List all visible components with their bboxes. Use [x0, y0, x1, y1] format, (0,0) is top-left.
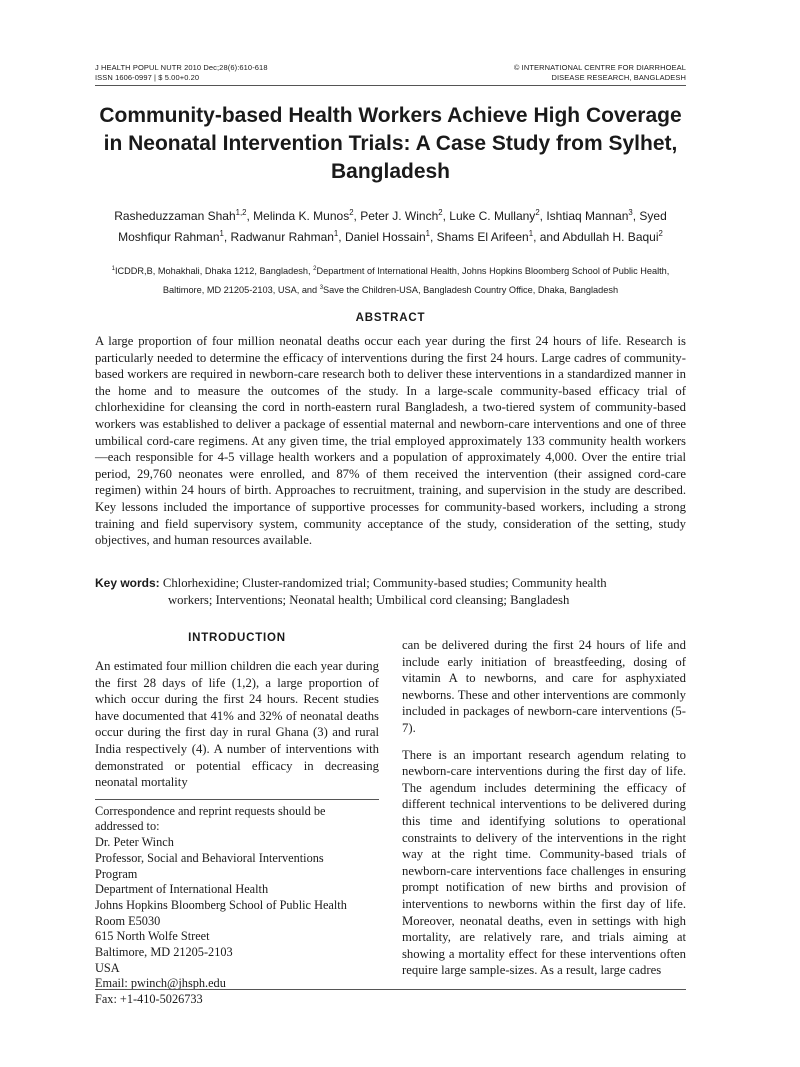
correspondence-name: Dr. Peter Winch	[95, 835, 174, 850]
correspondence-line: Baltimore, MD 21205-2103	[95, 945, 233, 960]
publisher-notice	[514, 63, 686, 83]
keywords-line: workers; Interventions; Neonatal health; Umbilical cord cleansing; Bangladesh	[168, 593, 570, 607]
affiliations	[95, 262, 686, 300]
author-affiliation-mark: 2	[658, 229, 663, 238]
introduction-heading: INTRODUCTION	[188, 632, 286, 644]
author-name: Daniel Hossain	[344, 230, 426, 244]
author-name: Radwanur Rahman	[230, 230, 334, 244]
affiliation-number: 1	[111, 265, 115, 272]
journal-citation-line: J HEALTH POPUL NUTR 2010 Dec;28(6):610-618	[95, 63, 268, 72]
author-name: Abdullah H. Baqui	[562, 230, 659, 244]
author-name: Melinda K. Munos	[253, 209, 350, 223]
abstract-heading: ABSTRACT	[355, 312, 426, 324]
journal-citation	[95, 63, 268, 83]
correspondence-line: Correspondence and reprint requests should be	[95, 803, 326, 818]
correspondence-block	[95, 804, 379, 1008]
author-name: Luke C. Mullany	[449, 209, 536, 223]
introduction-paragraph: There is an important research agendum relating to newborn-care interventions during the first day of life. The agendum includes determining the efficacy of different technical interventions to be delivered during this time and identifying solutions to operational constraints to delivery of the interventions in the right way at the right time. Community-based trials of newborn-care interventions face challenges in ensuring prompt notification of new births and provision of interventions to newborns within the first day of life. Moreover, neonatal deaths, even in settings with high mortality, are relatively rare, and trials aiming at showing a mortality effect for these interventions often require large sample-sizes. As a result, large cadres	[402, 747, 686, 978]
keywords-label: Key words:	[95, 576, 160, 590]
author-affiliation-mark: 1	[528, 229, 534, 238]
author-name: Shams El Arifeen	[436, 230, 529, 244]
footer-divider	[95, 989, 686, 990]
author-list: Rasheduzzaman Shah$^{1,2}$, Melinda K. Munos$^2$, Peter J. Winch$^2$, Luke C. Mullany$^2$, Ishtiaq Mannan$^3$, Syed Moshfiqur Rahman$^1$, Radwanur Rahman$^1$, Daniel Hossain$^1$, Shams El Arifeen$^1$, and Abdullah H. Baqui$^2$	[114, 208, 667, 244]
correspondence-line: Johns Hopkins Bloomberg School of Public Health	[95, 897, 347, 912]
header-divider	[95, 85, 686, 86]
introduction-paragraph: can be delivered during the first 24 hours of life and include early initiation of breastfeeding, dosing of vitamin A to newborns, and care for asphyxiated newborns. These and other interventions are commonly included in packages of newborn-care interventions (5-7).	[402, 638, 686, 735]
abstract-text: A large proportion of four million neonatal deaths occur each year during the first 24 hours of life. Research is particularly needed to determine the efficacy of interventions during the first 24 hours. Large cadres of community-based workers are required in newborn-care research both to deliver these interventions in a standardized manner in the home and to measure the outcomes of the study. In a large-scale community-based efficacy trial of chlorhexidine for cleansing the cord in north-eastern rural Bangladesh, a two-tiered system of community-based workers was established to deliver a package of essential maternal and newborn-care interventions and one of three umbilical cord-care regimens. At any given time, the trial employed approximately 133 community health workers—each responsible for 4-5 village health workers and a population of approximately 4,000. Over the entire trial period, 29,760 neonates were enrolled, and 87% of them received the intervention (their assigned cord-care regimen) within 24 hours of birth. Approaches to recruitment, training, and supervision in the study are described. Key lessons included the importance of supportive processes for community-based workers, including a strong training and field supervisory system, community acceptance of the study, consideration of the setting, study objectives, and human resources available.	[95, 334, 686, 548]
correspondence-line: Professor, Social and Behavioral Interventions	[95, 850, 324, 865]
author-affiliation-mark: 1	[219, 229, 224, 238]
affiliation-text: ICDDR,B, Mohakhali, Dhaka 1212, Bangladesh,	[114, 266, 314, 276]
correspondence-fax: Fax: +1-410-5026733	[95, 992, 203, 1007]
correspondence-email: Email: pwinch@jhsph.edu	[95, 976, 226, 991]
correspondence-line: Department of International Health	[95, 882, 269, 897]
keywords-line: Chlorhexidine; Cluster-randomized trial; Community-based studies; Community health	[162, 576, 607, 590]
author-affiliation-mark: 1,2	[235, 208, 247, 217]
right-column	[402, 637, 686, 979]
publisher-line: DISEASE RESEARCH, BANGLADESH	[551, 73, 686, 82]
author-name: Peter J. Winch	[360, 209, 439, 223]
author-name: Syed Moshfiqur Rahman	[118, 209, 667, 244]
correspondence-line: USA	[95, 960, 120, 975]
affiliation-text: Department of International Health, Johns Hopkins Bloomberg School of Public Health, Baltimore, MD 21205-2103, USA, and	[162, 266, 670, 295]
author-affiliation-mark: 2	[349, 208, 354, 217]
introduction-paragraph: An estimated four million children die each year during the first 28 days of life (1,2), a large proportion of which occur during the first 24 hours. Recent studies have documented that 41% and 32% of neonatal deaths occur during the first day in rural Ghana (3) and rural India respectively (4). A number of interventions with demonstrated or potential efficacy in decreasing neonatal mortality	[95, 659, 379, 790]
author-affiliation-mark: 1	[333, 229, 339, 238]
affiliation-text: Save the Children-USA, Bangladesh Country Office, Dhaka, Bangladesh	[323, 285, 619, 295]
author-affiliation-mark: 2	[438, 208, 443, 217]
author-name: Rasheduzzaman Shah	[114, 209, 236, 223]
correspondence-divider	[95, 799, 379, 800]
keywords	[95, 575, 686, 609]
correspondence-line: Program	[95, 866, 138, 881]
affiliation-number: 3	[319, 284, 324, 291]
affiliation-number: 2	[313, 265, 317, 272]
author-name: Ishtiaq Mannan	[546, 209, 629, 223]
article-title: Community-based Health Workers Achieve High Coverage in Neonatal Intervention Trials: A Case Study from Sylhet, Bangladesh	[99, 104, 682, 183]
left-column	[95, 632, 379, 1008]
correspondence-line: Room E5030	[95, 913, 161, 928]
publisher-line: © INTERNATIONAL CENTRE FOR DIARRHOEAL	[513, 63, 686, 72]
issn-line: ISSN 1606-0997 | $ 5.00+0.20	[95, 73, 200, 82]
correspondence-line: 615 North Wolfe Street	[95, 929, 210, 944]
author-affiliation-mark: 3	[628, 208, 633, 217]
correspondence-line: addressed to:	[95, 819, 160, 834]
author-affiliation-mark: 2	[535, 208, 540, 217]
author-affiliation-mark: 1	[425, 229, 430, 238]
